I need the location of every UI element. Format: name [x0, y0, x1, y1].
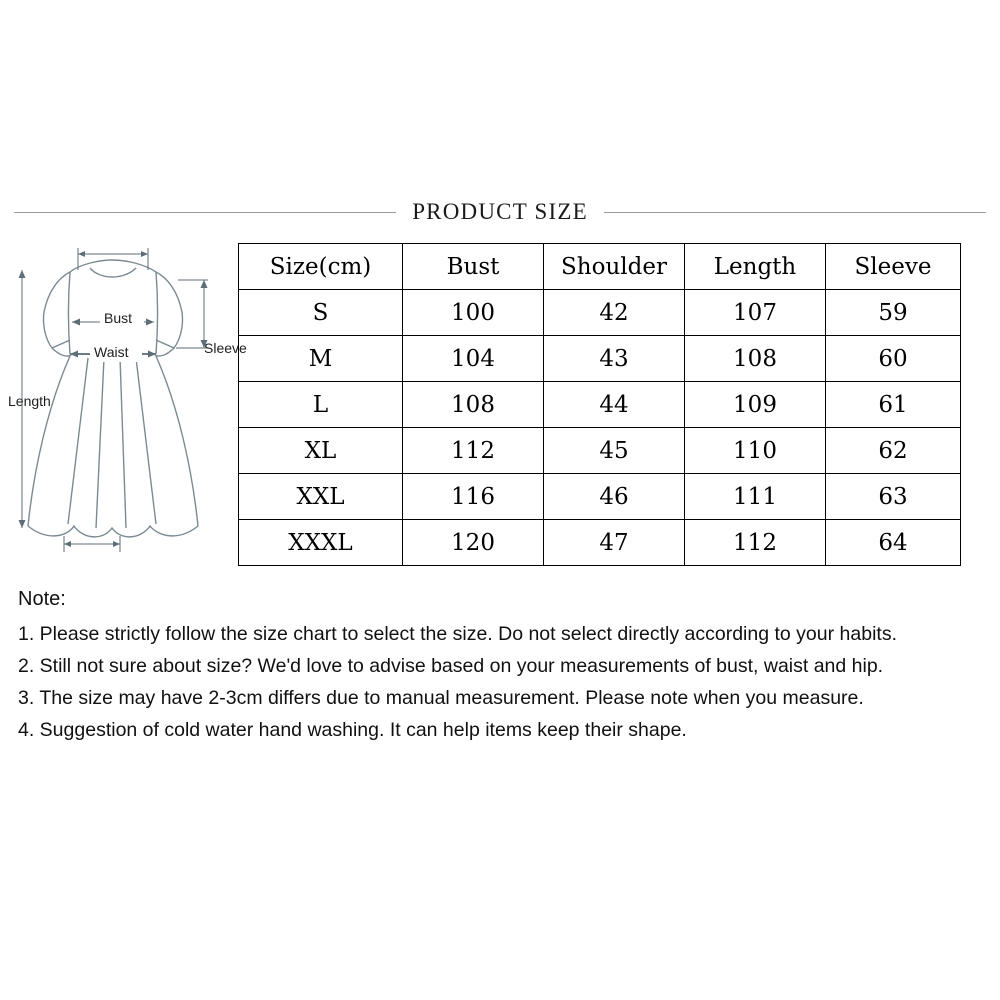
cell-shoulder: 43	[544, 336, 685, 382]
product-size-title-row	[14, 198, 986, 226]
note-item: 1. Please strictly follow the size chart to select the size. Do not select directly according to your habits.	[18, 623, 897, 645]
cell-size: S	[239, 290, 403, 336]
cell-sleeve: 64	[826, 520, 961, 566]
cell-length: 108	[685, 336, 826, 382]
page-title: PRODUCT SIZE	[412, 199, 588, 224]
cell-sleeve: 63	[826, 474, 961, 520]
cell-sleeve: 59	[826, 290, 961, 336]
cell-bust: 108	[403, 382, 544, 428]
cell-bust: 120	[403, 520, 544, 566]
table-row	[239, 382, 961, 428]
cell-shoulder: 44	[544, 382, 685, 428]
cell-sleeve: 60	[826, 336, 961, 382]
column-header-sleeve: Sleeve	[826, 244, 961, 290]
cell-length: 111	[685, 474, 826, 520]
cell-size: L	[239, 382, 403, 428]
cell-bust: 104	[403, 336, 544, 382]
cell-length: 110	[685, 428, 826, 474]
note-item: 3. The size may have 2-3cm differs due to manual measurement. Please note when you measure.	[18, 687, 864, 709]
cell-shoulder: 42	[544, 290, 685, 336]
column-header-shoulder: Shoulder	[544, 244, 685, 290]
notes-heading: Note:	[18, 588, 66, 610]
cell-sleeve: 62	[826, 428, 961, 474]
diagram-label-length: Length	[8, 393, 51, 409]
cell-shoulder: 46	[544, 474, 685, 520]
size-table	[238, 243, 961, 566]
note-item: 2. Still not sure about size? We'd love to advise based on your measurements of bust, waist and hip.	[18, 655, 884, 677]
cell-sleeve: 61	[826, 382, 961, 428]
cell-size: XXXL	[239, 520, 403, 566]
table-row	[239, 520, 961, 566]
cell-size: XL	[239, 428, 403, 474]
title-rule-right	[604, 212, 986, 213]
table-row	[239, 290, 961, 336]
note-item: 4. Suggestion of cold water hand washing. It can help items keep their shape.	[18, 719, 687, 741]
cell-length: 112	[685, 520, 826, 566]
cell-size: M	[239, 336, 403, 382]
cell-shoulder: 47	[544, 520, 685, 566]
title-rule-left	[14, 212, 396, 213]
cell-shoulder: 45	[544, 428, 685, 474]
diagram-label-bust: Bust	[104, 310, 133, 326]
diagram-label-sleeve: Sleeve	[204, 340, 247, 356]
cell-size: XXL	[239, 474, 403, 520]
table-header-row	[239, 244, 961, 290]
cell-length: 107	[685, 290, 826, 336]
cell-bust: 116	[403, 474, 544, 520]
cell-length: 109	[685, 382, 826, 428]
notes-block	[18, 584, 990, 746]
table-row	[239, 336, 961, 382]
cell-bust: 112	[403, 428, 544, 474]
cell-bust: 100	[403, 290, 544, 336]
column-header-bust: Bust	[403, 244, 544, 290]
dress-measurement-diagram	[8, 236, 247, 572]
table-row	[239, 474, 961, 520]
diagram-label-waist: Waist	[94, 344, 129, 360]
column-header-length: Length	[685, 244, 826, 290]
table-row	[239, 428, 961, 474]
column-header-size: Size(cm)	[239, 244, 403, 290]
